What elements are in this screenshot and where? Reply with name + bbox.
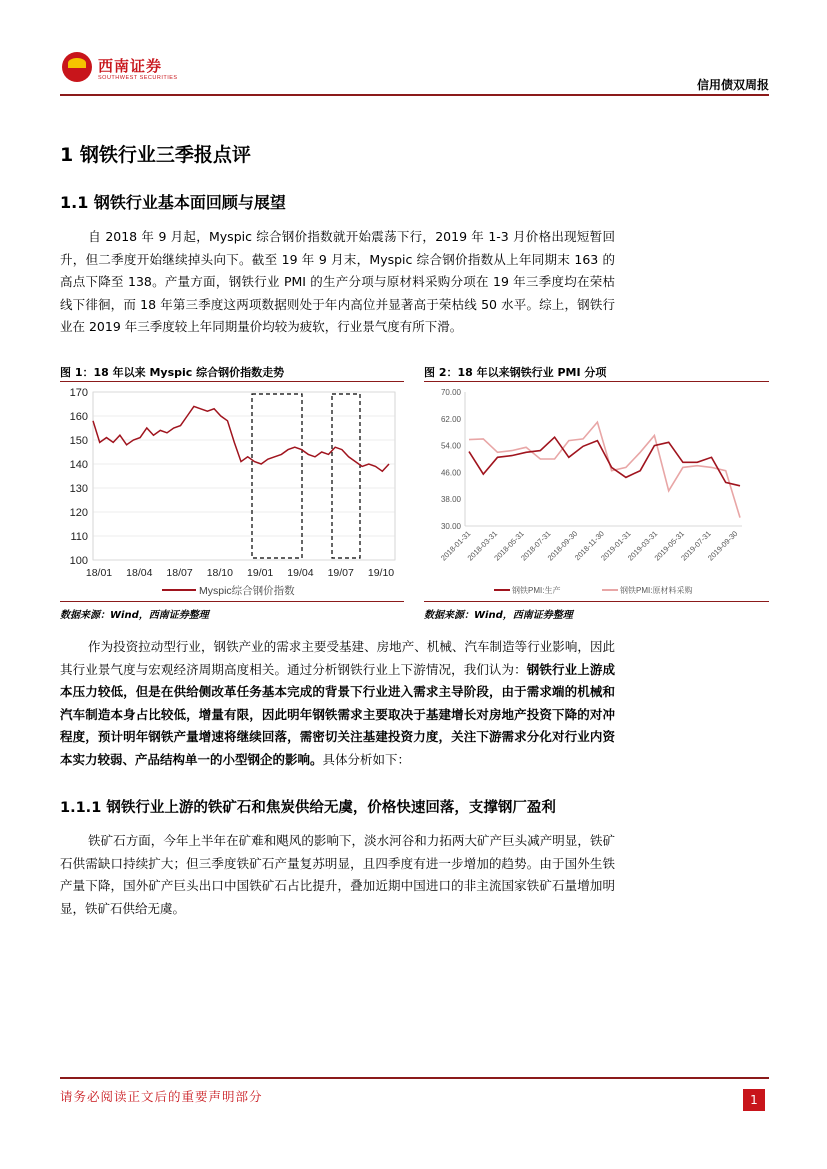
y-tick-label: 38.00 [440,495,461,505]
y-tick-label: 170 [69,387,88,399]
figure-2-top-rule [424,381,769,382]
subsection-title: 1.1 钢铁行业基本面回顾与展望 [60,193,286,212]
x-tick-label: 18/01 [85,567,113,579]
x-tick-label: 2019-07-31 [679,529,713,563]
y-tick-label: 160 [69,411,88,423]
x-tick-label: 2019-05-31 [652,529,687,563]
paragraph-1 [60,226,615,339]
figure-1-source: 数据来源：Wind，西南证券整理 [60,610,209,621]
x-tick-label: 2018-01-31 [438,529,473,563]
x-tick-label: 19/04 [287,567,314,579]
paragraph-3 [60,830,615,920]
x-tick-label: 18/10 [206,567,233,579]
x-tick-label: 2019-01-31 [599,529,633,563]
y-tick-label: 54.00 [440,441,461,451]
figure-1-bottom-rule [60,601,404,602]
figure-2-bottom-rule [424,601,769,602]
figure-2-title: 图 2：18 年以来钢铁行业 PMI 分项 [424,366,607,379]
header-divider [60,94,769,96]
y-tick-label: 100 [69,555,88,567]
paragraph-2 [60,636,615,772]
plot-area [93,392,395,560]
y-tick-label: 150 [69,435,88,447]
paragraph-2-text: 作为投资拉动型行业，钢铁产业的需求主要受基建、房地产、机械、汽车制造等行业影响，因此其行业景气度与宏观经济周期高度相关。通过分析钢铁行业上下游情况，我们认为： [60,639,615,677]
series-line-purchase [469,422,740,517]
x-tick-label: 2018-07-31 [519,529,553,563]
figure-1-top-rule [60,381,404,382]
x-tick-label: 18/07 [166,567,193,579]
y-tick-label: 140 [69,459,88,471]
x-tick-label: 2018-11-30 [572,529,606,563]
page-number: 1 [743,1089,765,1111]
subsubsection-title: 1.1.1 钢铁行业上游的铁矿石和焦炭供给无虞，价格快速回落，支撑钢厂盈利 [60,800,556,816]
y-tick-label: 46.00 [440,468,461,478]
report-type: 信用债双周报 [696,78,769,92]
highlight-box-2 [332,394,360,558]
paragraph-2-tail: 具体分析如下： [322,751,411,767]
x-tick-label: 2019-03-31 [625,529,660,563]
legend-label-purchase: 钢铁PMI:原材料采购 [620,586,693,595]
x-tick-label: 18/04 [126,567,153,579]
x-tick-label: 2018-05-31 [492,529,526,563]
y-tick-label: 70.00 [440,388,461,397]
y-tick-label: 130 [69,483,88,495]
section-title: 1 钢铁行业三季报点评 [60,144,251,166]
legend-label-production: 钢铁PMI:生产 [512,586,561,595]
x-tick-label: 19/10 [367,567,395,579]
paragraph-1-text: 自 2018 年 9 月起，Myspic 综合钢价指数就开始震荡下行，2019 年 1-3 月价格出现短暂回升，但二季度开始继续掉头向下。截至 19 年 9 月末，Myspic 综合钢价指数从上年同期末 163 的高点下降至 138。产量方面，钢铁行业 PMI 的生产分项与原材料采购分项在 19 年三季度均在荣枯线下徘徊，而 18 年第三季度这两项数据则处于年内高位并显著高于荣枯线 50 水平。综上，钢铁行业在 2019 年三季度较上年同期量价均较为疲软，行业景气度有所下滑。 [60,229,615,335]
figure-2-chart [424,384,769,600]
paragraph-2-bold: 钢铁行业上游成本压力较低，但是在供给侧改革任务基本完成的背景下行业进入需求主导阶段，由于需求端的机械和汽车制造本身占比较低，增量有限，因此明年钢铁需求主要取决于基建增长对房地产投资下降的对冲程度，预计明年钢铁产量增速将继续回落，需密切关注基建投资力度，关注下游需求分化对行业内资本实力较弱、产品结构单一的小型钢企的影响。 [60,661,615,767]
x-tick-label: 2018-09-30 [545,529,580,563]
highlight-box-1 [252,394,302,558]
y-tick-label: 30.00 [440,522,461,531]
x-tick-label: 2018-03-31 [465,529,500,563]
footer-divider [60,1077,769,1079]
logo-text: 西南证券 [98,57,163,75]
logo-subtext: SOUTHWEST SECURITIES [98,75,178,81]
y-tick-label: 120 [69,507,88,519]
y-tick-label: 62.00 [440,414,461,424]
figure-1-title: 图 1：18 年以来 Myspic 综合钢价指数走势 [60,366,285,379]
figure-1-chart [60,384,404,600]
x-tick-label: 2019-09-30 [705,529,740,563]
x-tick-label: 19/07 [327,567,354,579]
y-tick-label: 110 [70,531,88,543]
footer-disclaimer: 请务必阅读正文后的重要声明部分 [60,1089,263,1104]
paragraph-3-text: 铁矿石方面，今年上半年在矿难和飓风的影响下，淡水河谷和力拓两大矿产巨头减产明显，铁矿石供需缺口持续扩大；但三季度铁矿石产量复苏明显，且四季度有进一步增加的趋势。由于国外生铁产量下降，国外矿产巨头出口中国铁矿石占比提升，叠加近期中国进口的非主流国家铁矿石量增加明显，铁矿石供给无虞。 [60,833,615,916]
logo-sun-icon [68,58,86,68]
figure-2-source: 数据来源：Wind，西南证券整理 [424,610,573,621]
x-tick-label: 19/01 [247,567,274,579]
legend-label: Myspic综合钢价指数 [199,585,295,597]
